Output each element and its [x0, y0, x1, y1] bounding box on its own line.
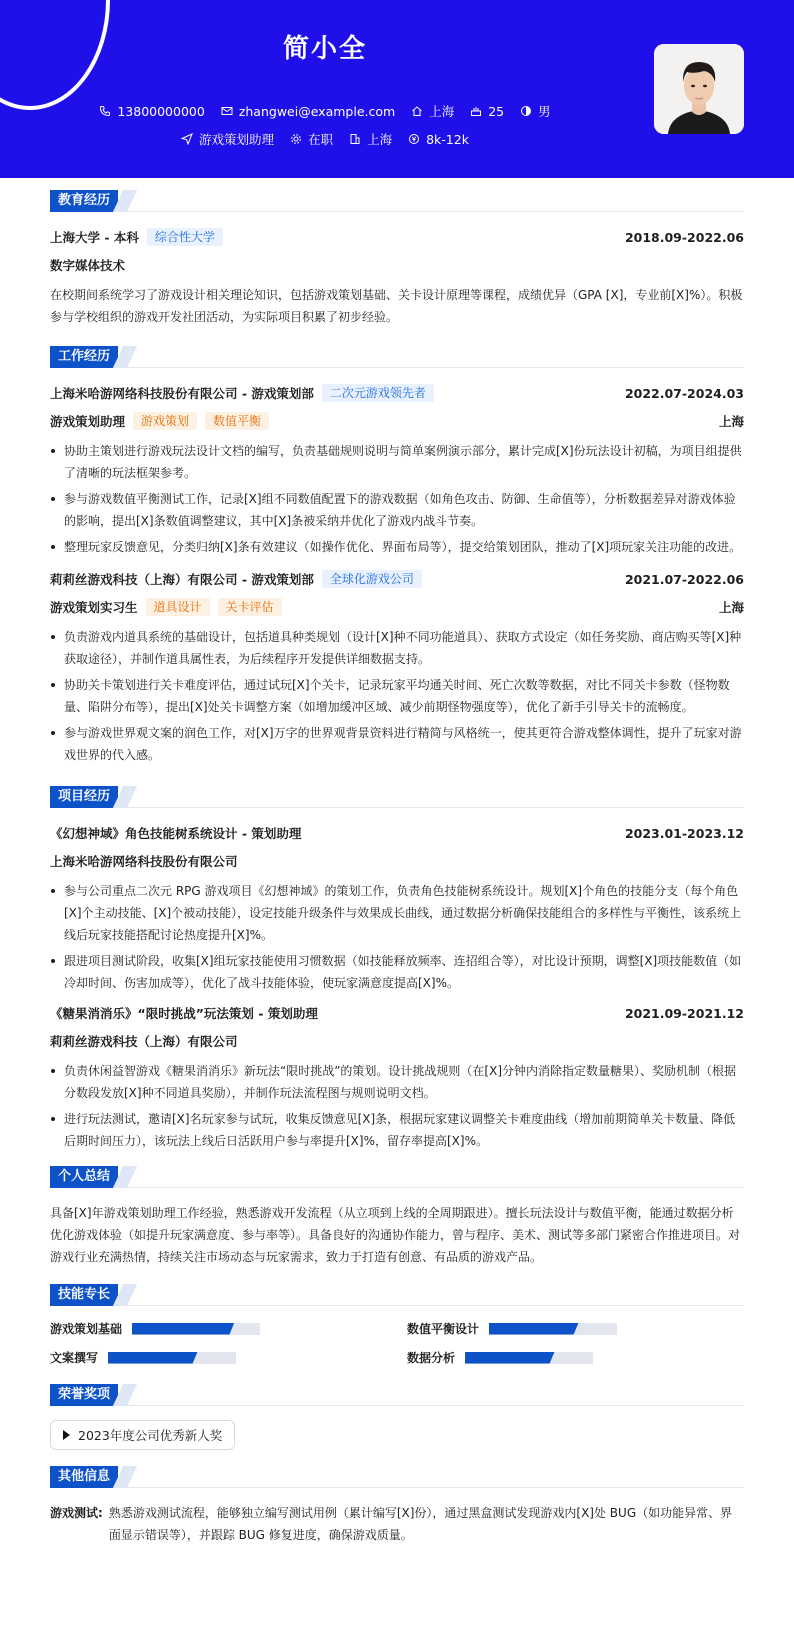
skill-name: 游戏策划基础 — [50, 1322, 123, 1336]
mail-icon — [221, 105, 233, 117]
skill-item — [407, 1349, 744, 1366]
email-item — [221, 102, 395, 120]
list-item: 负责休闲益智游戏《糖果消消乐》新玩法“限时挑战”的策划。设计挑战规则（在[X]分钟内消除指定数量糖果）、奖励机制（根据分数段发放[X]种不同道具奖励），并制作玩法流程图与规则说明文档。 — [50, 1060, 744, 1104]
education-row — [50, 226, 744, 248]
school-name: 上海大学 - 本科 — [50, 230, 139, 245]
city-item — [411, 102, 454, 120]
expected-city-text: 上海 — [367, 132, 393, 147]
position-item — [181, 130, 274, 148]
home-icon — [411, 105, 423, 117]
skill-name: 文案撰写 — [50, 1351, 99, 1365]
triangle-bullet-icon — [63, 1430, 70, 1440]
job-bullets — [50, 626, 744, 766]
section-header — [50, 346, 744, 368]
job-location: 上海 — [718, 600, 744, 615]
job-date: 2022.07-2024.03 — [624, 385, 744, 401]
section-title: 个人总结 — [50, 1166, 118, 1188]
section-header — [50, 1166, 744, 1188]
skill-tag: 道具设计 — [146, 598, 210, 616]
skill-tag: 关卡评估 — [218, 598, 282, 616]
list-item: 整理玩家反馈意见，分类归纳[X]条有效建议（如操作优化、界面布局等），提交给策划团队，推动了[X]项玩家关注功能的改进。 — [50, 536, 744, 558]
summary-section — [50, 1166, 744, 1268]
major: 数字媒体技术 — [50, 258, 126, 273]
section-header — [50, 1284, 744, 1306]
list-item: 参与游戏数值平衡测试工作，记录[X]组不同数值配置下的游戏数据（如角色攻击、防御、生命值等），分析数据差异对游戏体验的影响，提出[X]条数值调整建议，其中[X]条被采纳并优化了游戏内战斗节奏。 — [50, 488, 744, 532]
skills-section — [50, 1284, 744, 1366]
award-text: 2023年度公司优秀新人奖 — [78, 1428, 223, 1443]
email-text: zhangwei@example.com — [238, 103, 396, 119]
project-name-row — [50, 822, 744, 844]
job-location: 上海 — [718, 414, 744, 429]
job-role: 游戏策划实习生 — [50, 600, 138, 615]
section-title: 工作经历 — [50, 346, 118, 368]
company-name: 上海米哈游网络科技股份有限公司 - 游戏策划部 — [50, 386, 314, 401]
skill-bar-fill — [132, 1323, 234, 1335]
job-role: 游戏策划助理 — [50, 414, 126, 429]
phone-item — [99, 102, 204, 120]
money-icon — [408, 133, 420, 145]
project-date: 2023.01-2023.12 — [624, 825, 744, 841]
project-company: 上海米哈游网络科技股份有限公司 — [50, 854, 238, 869]
education-desc: 在校期间系统学习了游戏设计相关理论知识，包括游戏策划基础、关卡设计原理等课程，成绩优异（GPA [X]，专业前[X]%）。积极参与学校组织的游戏开发社团活动，为实际项目积累了初步经验。 — [50, 288, 743, 324]
profile-photo — [654, 44, 744, 134]
salary-item — [408, 130, 469, 148]
age-text: 25 — [488, 103, 505, 119]
award-item — [50, 1420, 235, 1450]
list-item: 协助主策划进行游戏玩法设计文档的编写，负责基础规则说明与简单案例演示部分，累计完成[X]份玩法设计初稿，为项目组提供了清晰的玩法框架参考。 — [50, 440, 744, 484]
list-item: 跟进项目测试阶段，收集[X]组玩家技能使用习惯数据（如技能释放频率、连招组合等），对比设计预期，调整[X]项技能数值（如冷却时间、伤害加成等），优化了战斗技能体验，使玩家满意度提高[X]%。 — [50, 950, 744, 994]
work-section — [50, 346, 744, 766]
project-entry — [50, 1002, 744, 1152]
skill-bar-fill — [489, 1323, 579, 1335]
skill-bar — [465, 1352, 593, 1364]
projects-section — [50, 786, 744, 1152]
skill-item — [407, 1320, 744, 1337]
education-section — [50, 190, 744, 328]
skill-bar — [132, 1323, 260, 1335]
skill-tag: 游戏策划 — [133, 412, 197, 430]
phone-text: 13800000000 — [117, 103, 205, 119]
gender-text: 男 — [538, 104, 551, 119]
section-header — [50, 786, 744, 808]
skill-item — [50, 1349, 387, 1366]
gender-icon — [520, 105, 532, 117]
project-name: 《糖果消消乐》“限时挑战”玩法策划 - 策划助理 — [50, 1006, 318, 1021]
company-tag: 二次元游戏领先者 — [322, 384, 434, 402]
job-company-row — [50, 382, 744, 404]
position-text: 游戏策划助理 — [199, 132, 275, 147]
project-bullets — [50, 880, 744, 994]
project-name-row — [50, 1002, 744, 1024]
list-item: 参与游戏世界观文案的润色工作，对[X]万字的世界观背景资料进行精简与风格统一，使其更符合游戏整体调性，提升了玩家对游戏世界的代入感。 — [50, 722, 744, 766]
summary-text: 具备[X]年游戏策划助理工作经验，熟悉游戏开发流程（从立项到上线的全周期跟进）。擅长玩法设计与数值平衡，能通过数据分析优化游戏体验（如提升玩家满意度、参与率等）。具备良好的沟通协作能力，曾与程序、美术、测试等多部门紧密合作推进项目。对游戏行业充满热情，持续关注市场动态与玩家需求，致力于打造有创意、有品质的游戏产品。 — [50, 1206, 741, 1264]
awards-section — [50, 1384, 744, 1450]
cake-icon — [470, 105, 482, 117]
other-section — [50, 1466, 744, 1546]
status-item — [290, 130, 333, 148]
education-date: 2018.09-2022.06 — [624, 229, 744, 245]
skill-name: 数值平衡设计 — [407, 1322, 480, 1336]
skill-item — [50, 1320, 387, 1337]
skill-bar — [489, 1323, 617, 1335]
major-row — [50, 254, 744, 276]
age-item — [470, 102, 504, 120]
project-company: 莉莉丝游戏科技（上海）有限公司 — [50, 1034, 238, 1049]
project-name: 《幻想神域》角色技能树系统设计 - 策划助理 — [50, 826, 302, 841]
city-text: 上海 — [429, 104, 455, 119]
phone-icon — [99, 105, 111, 117]
list-item: 进行玩法测试，邀请[X]名玩家参与试玩，收集反馈意见[X]条，根据玩家建议调整关卡难度曲线（增加前期简单关卡数量、降低后期时间压力），该玩法上线后日活跃用户参与率提升[X]%，留存率提高[X]%。 — [50, 1108, 744, 1152]
section-title: 项目经历 — [50, 786, 118, 808]
list-item: 负责游戏内道具系统的基础设计，包括道具种类规划（设计[X]种不同功能道具）、获取方式设定（如任务奖励、商店购买等[X]种获取途径），并制作道具属性表，为后续程序开发提供详细数据支持。 — [50, 626, 744, 670]
job-bullets — [50, 440, 744, 558]
skill-tag: 数值平衡 — [205, 412, 269, 430]
section-title: 其他信息 — [50, 1466, 118, 1488]
project-company-row — [50, 850, 744, 872]
job-company-row — [50, 568, 744, 590]
job-intent-row — [0, 130, 650, 148]
section-title: 技能专长 — [50, 1284, 118, 1306]
company-tag: 全球化游戏公司 — [322, 570, 422, 588]
section-header — [50, 190, 744, 212]
skill-name: 数据分析 — [407, 1351, 456, 1365]
status-text: 在职 — [308, 132, 334, 147]
gender-item — [520, 102, 551, 120]
section-header — [50, 1384, 744, 1406]
other-label: 游戏测试: — [50, 1506, 103, 1520]
company-name: 莉莉丝游戏科技（上海）有限公司 - 游戏策划部 — [50, 572, 314, 587]
candidate-name: 简小全 — [282, 34, 367, 64]
job-role-row — [50, 596, 744, 618]
job-date: 2021.07-2022.06 — [624, 571, 744, 587]
project-bullets — [50, 1060, 744, 1152]
project-entry — [50, 822, 744, 994]
project-date: 2021.09-2021.12 — [624, 1005, 744, 1021]
resume-header — [0, 0, 794, 178]
job-entry — [50, 568, 744, 766]
salary-text: 8k-12k — [426, 131, 469, 147]
section-header — [50, 1466, 744, 1488]
send-icon — [181, 133, 193, 145]
skill-bar-fill — [465, 1352, 555, 1364]
building-icon — [349, 133, 361, 145]
project-company-row — [50, 1030, 744, 1052]
school-tag: 综合性大学 — [147, 228, 223, 246]
other-text: 熟悉游戏测试流程，能够独立编写测试用例（累计编写[X]份），通过黑盒测试发现游戏内[X]处 BUG（如功能异常、界面显示错误等），并跟踪 BUG 修复进度，确保游戏质量。 — [108, 1506, 733, 1542]
expected-city-item — [349, 130, 392, 148]
skill-bar — [108, 1352, 236, 1364]
list-item: 参与公司重点二次元 RPG 游戏项目《幻想神域》的策划工作，负责角色技能树系统设计。规划[X]个角色的技能分支（每个角色[X]个主动技能、[X]个被动技能），设定技能升级条件与效果成长曲线，通过数据分析确保技能组合的多样性与平衡性，该系统上线后玩家技能搭配讨论热度提升[X]%。 — [50, 880, 744, 946]
list-item: 协助关卡策划进行关卡难度评估，通过试玩[X]个关卡，记录玩家平均通关时间、死亡次数等数据，对比不同关卡参数（怪物数量、陷阱分布等），提出[X]处关卡调整方案（如增加缓冲区域、减少前期怪物强度等），优化了新手引导关卡的流畅度。 — [50, 674, 744, 718]
job-entry — [50, 382, 744, 558]
contact-row — [0, 102, 650, 120]
skill-bar-fill — [108, 1352, 198, 1364]
job-role-row — [50, 410, 744, 432]
section-title: 教育经历 — [50, 190, 118, 212]
skills-grid — [50, 1320, 744, 1366]
other-item — [50, 1502, 744, 1546]
section-title: 荣誉奖项 — [50, 1384, 118, 1406]
gear-icon — [290, 133, 302, 145]
